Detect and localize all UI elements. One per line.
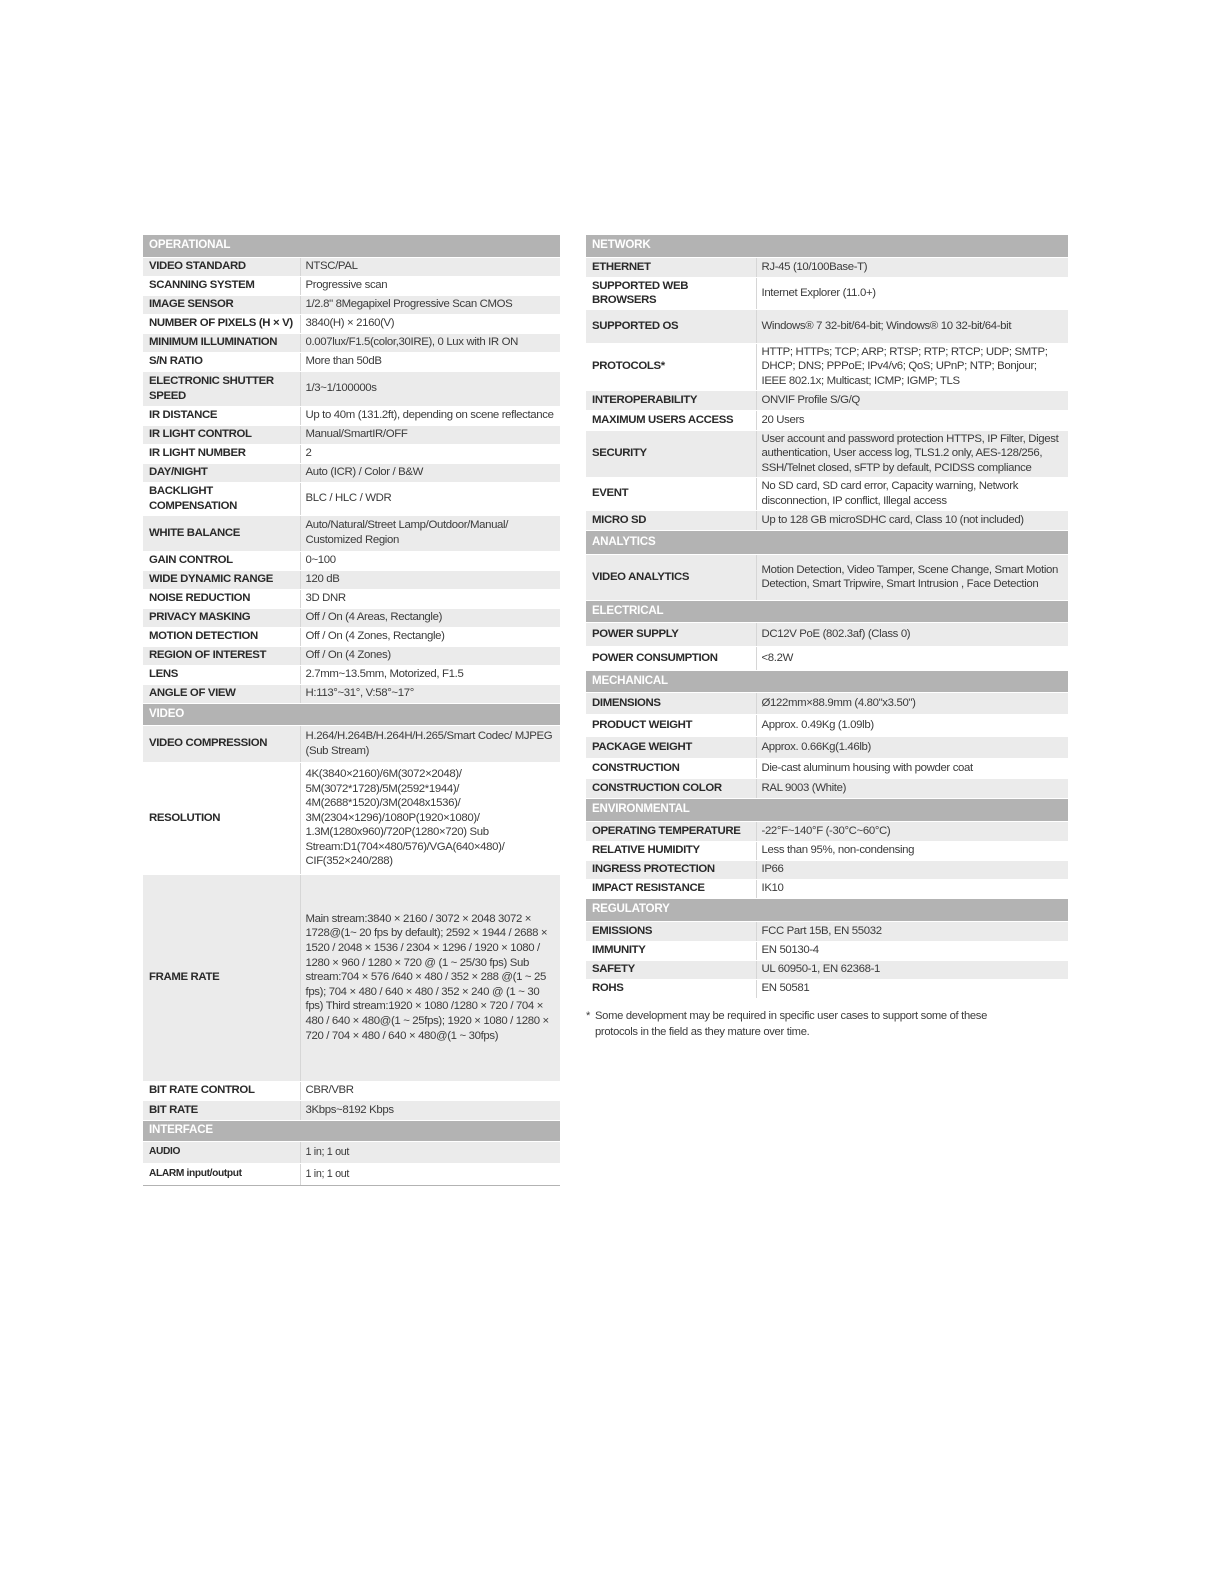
- spec-label: BIT RATE CONTROL: [143, 1081, 300, 1100]
- spec-value: Progressive scan: [300, 276, 560, 295]
- spec-label: PRODUCT WEIGHT: [586, 714, 756, 736]
- spec-value: CBR/VBR: [300, 1081, 560, 1100]
- spec-value: 3D DNR: [300, 589, 560, 608]
- spec-label: INTEROPERABILITY: [586, 390, 756, 410]
- section-title: NETWORK: [586, 235, 1068, 257]
- spec-row: [143, 684, 560, 703]
- spec-value: 2.7mm~13.5mm, Motorized, F1.5: [300, 665, 560, 684]
- spec-label: VIDEO STANDARD: [143, 257, 300, 276]
- spec-label: MAXIMUM USERS ACCESS: [586, 410, 756, 430]
- section-environmental: [586, 798, 1068, 898]
- spec-label: FRAME RATE: [143, 874, 300, 1081]
- spec-row: [586, 343, 1068, 390]
- spec-value: Off / On (4 Zones): [300, 646, 560, 665]
- spec-value: 20 Users: [756, 410, 1068, 430]
- spec-label: EMISSIONS: [586, 921, 756, 941]
- spec-row: [143, 1141, 560, 1163]
- spec-value: Auto (ICR) / Color / B&W: [300, 463, 560, 482]
- section-title: ANALYTICS: [586, 530, 1068, 554]
- spec-row: [143, 257, 560, 276]
- spec-value: Ø122mm×88.9mm (4.80"x3.50"): [756, 692, 1068, 714]
- spec-value: IK10: [756, 879, 1068, 898]
- section-title: ELECTRICAL: [586, 600, 1068, 622]
- spec-value: Die-cast aluminum housing with powder coat: [756, 758, 1068, 778]
- spec-label: MOTION DETECTION: [143, 627, 300, 646]
- spec-value: Approx. 0.49Kg (1.09lb): [756, 714, 1068, 736]
- spec-value: 0.007lux/F1.5(color,30IRE), 0 Lux with IR ON: [300, 333, 560, 352]
- spec-row: [143, 725, 560, 762]
- spec-value: H:113°~31°, V:58°~17°: [300, 684, 560, 703]
- spec-value: Up to 128 GB microSDHC card, Class 10 (not included): [756, 510, 1068, 530]
- spec-row: [586, 390, 1068, 410]
- footnote-asterisk: *: [586, 1010, 591, 1022]
- spec-table-left: [143, 235, 560, 1186]
- section-header-analytics: [586, 530, 1068, 554]
- section-header-electrical: [586, 600, 1068, 622]
- spec-row: [143, 570, 560, 589]
- spec-value: EN 50130-4: [756, 941, 1068, 960]
- section-analytics: [586, 530, 1068, 600]
- section-header-interface: [143, 1120, 560, 1141]
- spec-label: BIT RATE: [143, 1100, 300, 1120]
- spec-row: [586, 714, 1068, 736]
- spec-row: [143, 444, 560, 463]
- spec-value: <8.2W: [756, 646, 1068, 670]
- spec-value: ONVIF Profile S/G/Q: [756, 390, 1068, 410]
- spec-row: [143, 589, 560, 608]
- spec-label: ROHS: [586, 979, 756, 998]
- spec-label: REGION OF INTEREST: [143, 646, 300, 665]
- spec-column-right: [586, 235, 1068, 999]
- spec-row: [143, 276, 560, 295]
- section-network: [586, 235, 1068, 530]
- spec-label: ALARM input/output: [143, 1163, 300, 1185]
- spec-row: [143, 515, 560, 551]
- spec-label: RELATIVE HUMIDITY: [586, 841, 756, 860]
- spec-row: [586, 692, 1068, 714]
- section-header-network: [586, 235, 1068, 257]
- section-header-video: [143, 703, 560, 725]
- spec-row: [143, 371, 560, 406]
- spec-value: Approx. 0.66Kg(1.46lb): [756, 736, 1068, 758]
- spec-row: [143, 608, 560, 627]
- spec-value: FCC Part 15B, EN 55032: [756, 921, 1068, 941]
- spec-value: IP66: [756, 860, 1068, 879]
- spec-row: [143, 551, 560, 570]
- section-title: INTERFACE: [143, 1120, 560, 1141]
- spec-label: IMPACT RESISTANCE: [586, 879, 756, 898]
- spec-value: User account and password protection HTTPS, IP Filter, Digest authentication, User access log, TLS1.2 only, AES-128/256, SSH/Telnet closed, sFTP by default, PCIDSS compliance: [756, 430, 1068, 477]
- spec-label: IMMUNITY: [586, 941, 756, 960]
- spec-label: NOISE REDUCTION: [143, 589, 300, 608]
- spec-label: WIDE DYNAMIC RANGE: [143, 570, 300, 589]
- spec-row: [143, 762, 560, 874]
- spec-row: [143, 1100, 560, 1120]
- spec-label: CONSTRUCTION: [586, 758, 756, 778]
- spec-label: IR DISTANCE: [143, 406, 300, 425]
- spec-row: [143, 425, 560, 444]
- spec-value: 3Kbps~8192 Kbps: [300, 1100, 560, 1120]
- spec-value: RAL 9003 (White): [756, 778, 1068, 798]
- spec-value: 120 dB: [300, 570, 560, 589]
- section-interface: [143, 1120, 560, 1185]
- spec-label: IR LIGHT CONTROL: [143, 425, 300, 444]
- footnote-text: Some development may be required in specific user cases to support some of these protocols in the field as they mature over time.: [595, 1010, 988, 1038]
- spec-value: Internet Explorer (11.0+): [756, 277, 1068, 309]
- spec-row: [586, 921, 1068, 941]
- spec-label: OPERATING TEMPERATURE: [586, 821, 756, 841]
- spec-row: [143, 463, 560, 482]
- spec-value: 1 in; 1 out: [300, 1141, 560, 1163]
- spec-label: ELECTRONIC SHUTTER SPEED: [143, 371, 300, 406]
- spec-value: More than 50dB: [300, 352, 560, 371]
- spec-label: SCANNING SYSTEM: [143, 276, 300, 295]
- spec-row: [143, 627, 560, 646]
- spec-label: DAY/NIGHT: [143, 463, 300, 482]
- spec-label: DIMENSIONS: [586, 692, 756, 714]
- section-title: VIDEO: [143, 703, 560, 725]
- spec-label: ANGLE OF VIEW: [143, 684, 300, 703]
- spec-row: [143, 406, 560, 425]
- spec-label: PROTOCOLS*: [586, 343, 756, 390]
- spec-label: SUPPORTED OS: [586, 309, 756, 343]
- spec-label: POWER SUPPLY: [586, 622, 756, 646]
- spec-value: HTTP; HTTPs; TCP; ARP; RTSP; RTP; RTCP; UDP; SMTP; DHCP; DNS; PPPoE; IPv4/v6; QoS; UPnP; NTP; Bonjour; IEEE 802.1x; Multicast; ICMP; IGMP; TLS: [756, 343, 1068, 390]
- section-title: MECHANICAL: [586, 670, 1068, 692]
- spec-row: [586, 277, 1068, 309]
- spec-row: [586, 646, 1068, 670]
- spec-value: H.264/H.264B/H.264H/H.265/Smart Codec/ MJPEG (Sub Stream): [300, 725, 560, 762]
- spec-row: [586, 758, 1068, 778]
- spec-label: PACKAGE WEIGHT: [586, 736, 756, 758]
- spec-label: S/N RATIO: [143, 352, 300, 371]
- spec-label: ETHERNET: [586, 257, 756, 277]
- spec-row: [586, 941, 1068, 960]
- spec-row: [586, 778, 1068, 798]
- spec-value: Up to 40m (131.2ft), depending on scene reflectance: [300, 406, 560, 425]
- spec-row: [586, 510, 1068, 530]
- spec-label: VIDEO ANALYTICS: [586, 554, 756, 600]
- spec-value: Less than 95%, non-condensing: [756, 841, 1068, 860]
- spec-label: RESOLUTION: [143, 762, 300, 874]
- section-regulatory: [586, 898, 1068, 998]
- section-title: ENVIRONMENTAL: [586, 798, 1068, 821]
- spec-value: DC12V PoE (802.3af) (Class 0): [756, 622, 1068, 646]
- spec-label: CONSTRUCTION COLOR: [586, 778, 756, 798]
- spec-row: [586, 257, 1068, 277]
- spec-label: SUPPORTED WEB BROWSERS: [586, 277, 756, 309]
- spec-label: BACKLIGHT COMPENSATION: [143, 482, 300, 515]
- spec-row: [586, 430, 1068, 477]
- section-header-operational: [143, 235, 560, 257]
- spec-row: [143, 874, 560, 1081]
- section-electrical: [586, 600, 1068, 670]
- spec-row: [143, 665, 560, 684]
- spec-label: MICRO SD: [586, 510, 756, 530]
- protocols-footnote: [586, 1009, 1026, 1040]
- spec-value: 1/2.8" 8Megapixel Progressive Scan CMOS: [300, 295, 560, 314]
- spec-value: 1/3~1/100000s: [300, 371, 560, 406]
- spec-row: [143, 333, 560, 352]
- spec-row: [143, 295, 560, 314]
- section-operational: [143, 235, 560, 703]
- spec-row: [586, 879, 1068, 898]
- spec-value: UL 60950-1, EN 62368-1: [756, 960, 1068, 979]
- spec-label: SAFETY: [586, 960, 756, 979]
- spec-row: [586, 860, 1068, 879]
- spec-label: MINIMUM ILLUMINATION: [143, 333, 300, 352]
- spec-label: AUDIO: [143, 1141, 300, 1163]
- spec-value: RJ-45 (10/100Base-T): [756, 257, 1068, 277]
- spec-value: 0~100: [300, 551, 560, 570]
- spec-value: -22°F~140°F (-30°C~60°C): [756, 821, 1068, 841]
- spec-row: [143, 1163, 560, 1185]
- spec-row: [586, 309, 1068, 343]
- spec-value: 2: [300, 444, 560, 463]
- spec-row: [586, 841, 1068, 860]
- spec-value: BLC / HLC / WDR: [300, 482, 560, 515]
- spec-label: NUMBER OF PIXELS (H × V): [143, 314, 300, 333]
- spec-table-right: [586, 235, 1068, 999]
- spec-row: [143, 482, 560, 515]
- spec-row: [586, 821, 1068, 841]
- spec-row: [586, 979, 1068, 998]
- spec-label: VIDEO COMPRESSION: [143, 725, 300, 762]
- section-header-environmental: [586, 798, 1068, 821]
- spec-value: Manual/SmartIR/OFF: [300, 425, 560, 444]
- spec-value: No SD card, SD card error, Capacity warning, Network disconnection, IP conflict, Illegal access: [756, 477, 1068, 510]
- spec-row: [586, 554, 1068, 600]
- spec-row: [586, 736, 1068, 758]
- spec-label: EVENT: [586, 477, 756, 510]
- spec-value: EN 50581: [756, 979, 1068, 998]
- spec-label: WHITE BALANCE: [143, 515, 300, 551]
- spec-label: LENS: [143, 665, 300, 684]
- spec-row: [586, 960, 1068, 979]
- spec-value: NTSC/PAL: [300, 257, 560, 276]
- spec-label: PRIVACY MASKING: [143, 608, 300, 627]
- spec-value: Off / On (4 Zones, Rectangle): [300, 627, 560, 646]
- spec-label: IMAGE SENSOR: [143, 295, 300, 314]
- spec-value: Windows® 7 32-bit/64-bit; Windows® 10 32-bit/64-bit: [756, 309, 1068, 343]
- spec-label: GAIN CONTROL: [143, 551, 300, 570]
- spec-value: 4K(3840×2160)/6M(3072×2048)/ 5M(3072*1728)/5M(2592*1944)/ 4M(2688*1520)/3M(2048x1536)/ 3M(2304×1296)/1080P(1920×1080)/ 1.3M(1280x960)/720P(1280×720) Sub Stream:D1(704×480/576)/VGA(640×480)/ CIF(352×240/288): [300, 762, 560, 874]
- spec-value: 3840(H) × 2160(V): [300, 314, 560, 333]
- section-title: OPERATIONAL: [143, 235, 560, 257]
- spec-column-left: [143, 235, 560, 1186]
- section-mechanical: [586, 670, 1068, 798]
- section-title: REGULATORY: [586, 898, 1068, 921]
- spec-value: Main stream:3840 × 2160 / 3072 × 2048 3072 × 1728@(1~ 20 fps by default); 2592 × 1944 / 2688 × 1520 / 2048 × 1536 / 2304 × 1296 / 1920 × 1080 / 1280 × 960 / 1280 × 720 @ (1 ~ 25/30 fps) Sub stream:704 × 576 /640 × 480 / 352 × 288 @(1 ~ 25 fps); 704 × 480 / 640 × 480 / 352 × 240 @ (1 ~ 30 fps) Third stream:1920 × 1080 /1280 × 720 / 704 × 480 / 640 × 480@(1 ~ 25fps); 1920 × 1080 / 1280 × 720 / 704 × 480 / 640 × 480@(1 ~ 30fps): [300, 874, 560, 1081]
- spec-value: Motion Detection, Video Tamper, Scene Change, Smart Motion Detection, Smart Tripwire, Smart Intrusion , Face Detection: [756, 554, 1068, 600]
- spec-label: POWER CONSUMPTION: [586, 646, 756, 670]
- spec-row: [143, 646, 560, 665]
- spec-value: Off / On (4 Areas, Rectangle): [300, 608, 560, 627]
- spec-label: INGRESS PROTECTION: [586, 860, 756, 879]
- spec-value: Auto/Natural/Street Lamp/Outdoor/Manual/ Customized Region: [300, 515, 560, 551]
- spec-row: [143, 314, 560, 333]
- section-video: [143, 703, 560, 1120]
- spec-value: 1 in; 1 out: [300, 1163, 560, 1185]
- spec-row: [586, 622, 1068, 646]
- spec-row: [586, 477, 1068, 510]
- section-header-mechanical: [586, 670, 1068, 692]
- section-header-regulatory: [586, 898, 1068, 921]
- spec-label: SECURITY: [586, 430, 756, 477]
- spec-label: IR LIGHT NUMBER: [143, 444, 300, 463]
- spec-row: [586, 410, 1068, 430]
- spec-row: [143, 352, 560, 371]
- spec-row: [143, 1081, 560, 1100]
